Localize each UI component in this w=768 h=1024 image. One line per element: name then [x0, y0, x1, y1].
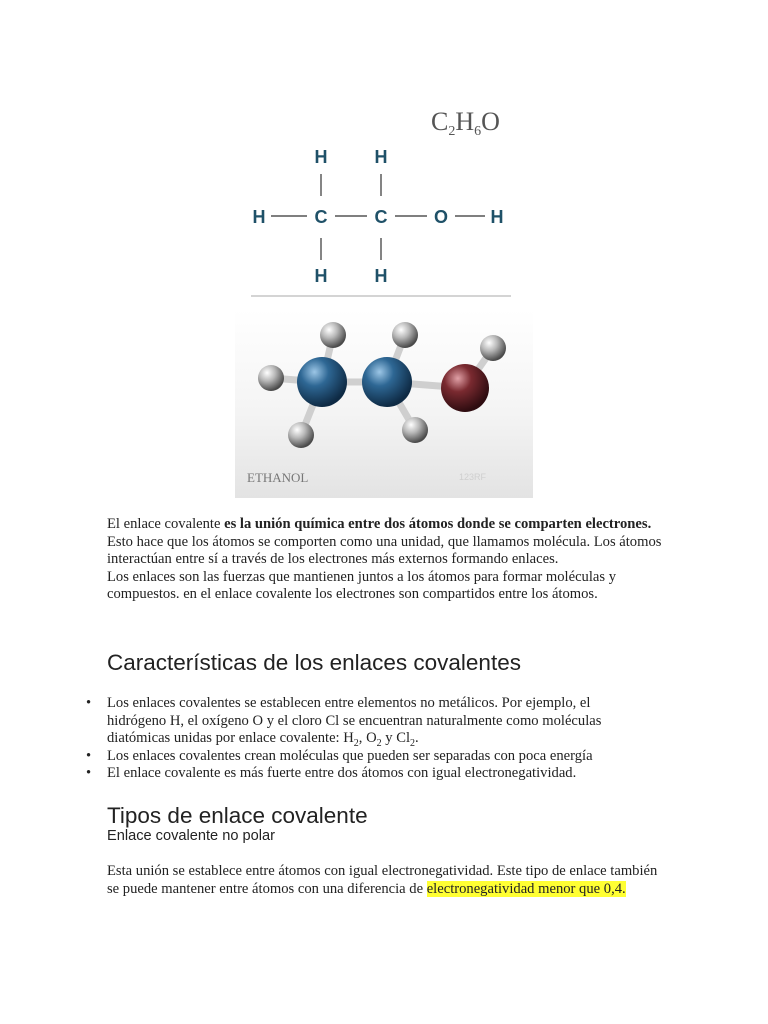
watermark: 123RF — [459, 472, 487, 482]
hydrogen-atom — [320, 322, 346, 348]
hydrogen-atom — [288, 422, 314, 448]
structural-formula — [235, 98, 533, 298]
bullet-glyph: • — [86, 747, 92, 764]
subheading-nonpolar: Enlace covalente no polar — [107, 828, 275, 844]
ball-and-stick-model — [235, 310, 533, 498]
atom-h-bottom-2: H — [374, 266, 388, 286]
ball-and-stick-diagram — [235, 310, 533, 498]
list-item: • Los enlaces covalentes se establecen entre elementos no metálicos. Por ejemplo, el hidrógeno H, el oxígeno O y el cloro Cl se encuentran naturalmente como moléculas diatómicas unidas por enlace covalente: $H_2$, $O_2$ y $Cl_2$. — [86, 695, 602, 750]
atom-h-left: H — [252, 207, 266, 227]
section-heading-types: Tipos de enlace covalente — [107, 803, 368, 828]
characteristics-list — [80, 695, 640, 783]
section-heading-characteristics: Características de los enlaces covalentes — [107, 650, 521, 675]
intro-paragraph-2: Los enlaces son las fuerzas que mantienen juntos a los átomos para formar moléculas y compuestos. en el enlace covalente los electrones son compartidos entre los átomos. — [107, 568, 616, 603]
list-item: • El enlace covalente es más fuerte entre dos átomos con igual electronegatividad. — [86, 765, 577, 782]
atom-o: O — [433, 207, 449, 227]
oxygen-atom — [441, 364, 489, 412]
bullet-glyph: • — [86, 695, 92, 711]
atom-h-bottom-1: H — [314, 266, 328, 286]
carbon-atom — [297, 357, 347, 407]
bullet-glyph: • — [86, 765, 92, 782]
atom-c-2: C — [374, 207, 388, 227]
intro-paragraph-1: El enlace covalente es la unión química entre dos átomos donde se comparten electrones. Esto hace que los átomos se comporten como una unidad, que llamamos molécula. Los átomos interactúan entre sí a través de los electrones más externos formando enlaces. — [107, 516, 662, 568]
atom-h-right: H — [490, 207, 504, 227]
molecular-formula: C2H6O — [431, 107, 500, 139]
hydrogen-atom — [480, 335, 506, 361]
atom-c-1: C — [314, 207, 328, 227]
highlighted-text: electronegatividad menor que 0,4. — [426, 880, 626, 897]
intro-text — [107, 516, 667, 604]
definition-bold: es la unión química entre dos átomos donde se comparten electrones. — [224, 516, 652, 532]
nonpolar-paragraph: Esta unión se establece entre átomos con igual electronegatividad. Este tipo de enlace también se puede mantener entre átomos con una diferencia de electronegatividad menor que 0,4. — [107, 863, 658, 897]
structural-formula-diagram — [235, 98, 533, 298]
hydrogen-atom — [392, 322, 418, 348]
hydrogen-atom — [402, 417, 428, 443]
atom-h-top-2: H — [374, 147, 388, 167]
carbon-atom — [362, 357, 412, 407]
ethanol-figure — [235, 98, 533, 498]
hydrogen-atom — [258, 365, 284, 391]
list-item: • Los enlaces covalentes crean moléculas que pueden ser separadas con poca energía — [86, 747, 593, 764]
atom-h-top-1: H — [314, 147, 328, 167]
ethanol-label: ETHANOL — [247, 470, 309, 485]
